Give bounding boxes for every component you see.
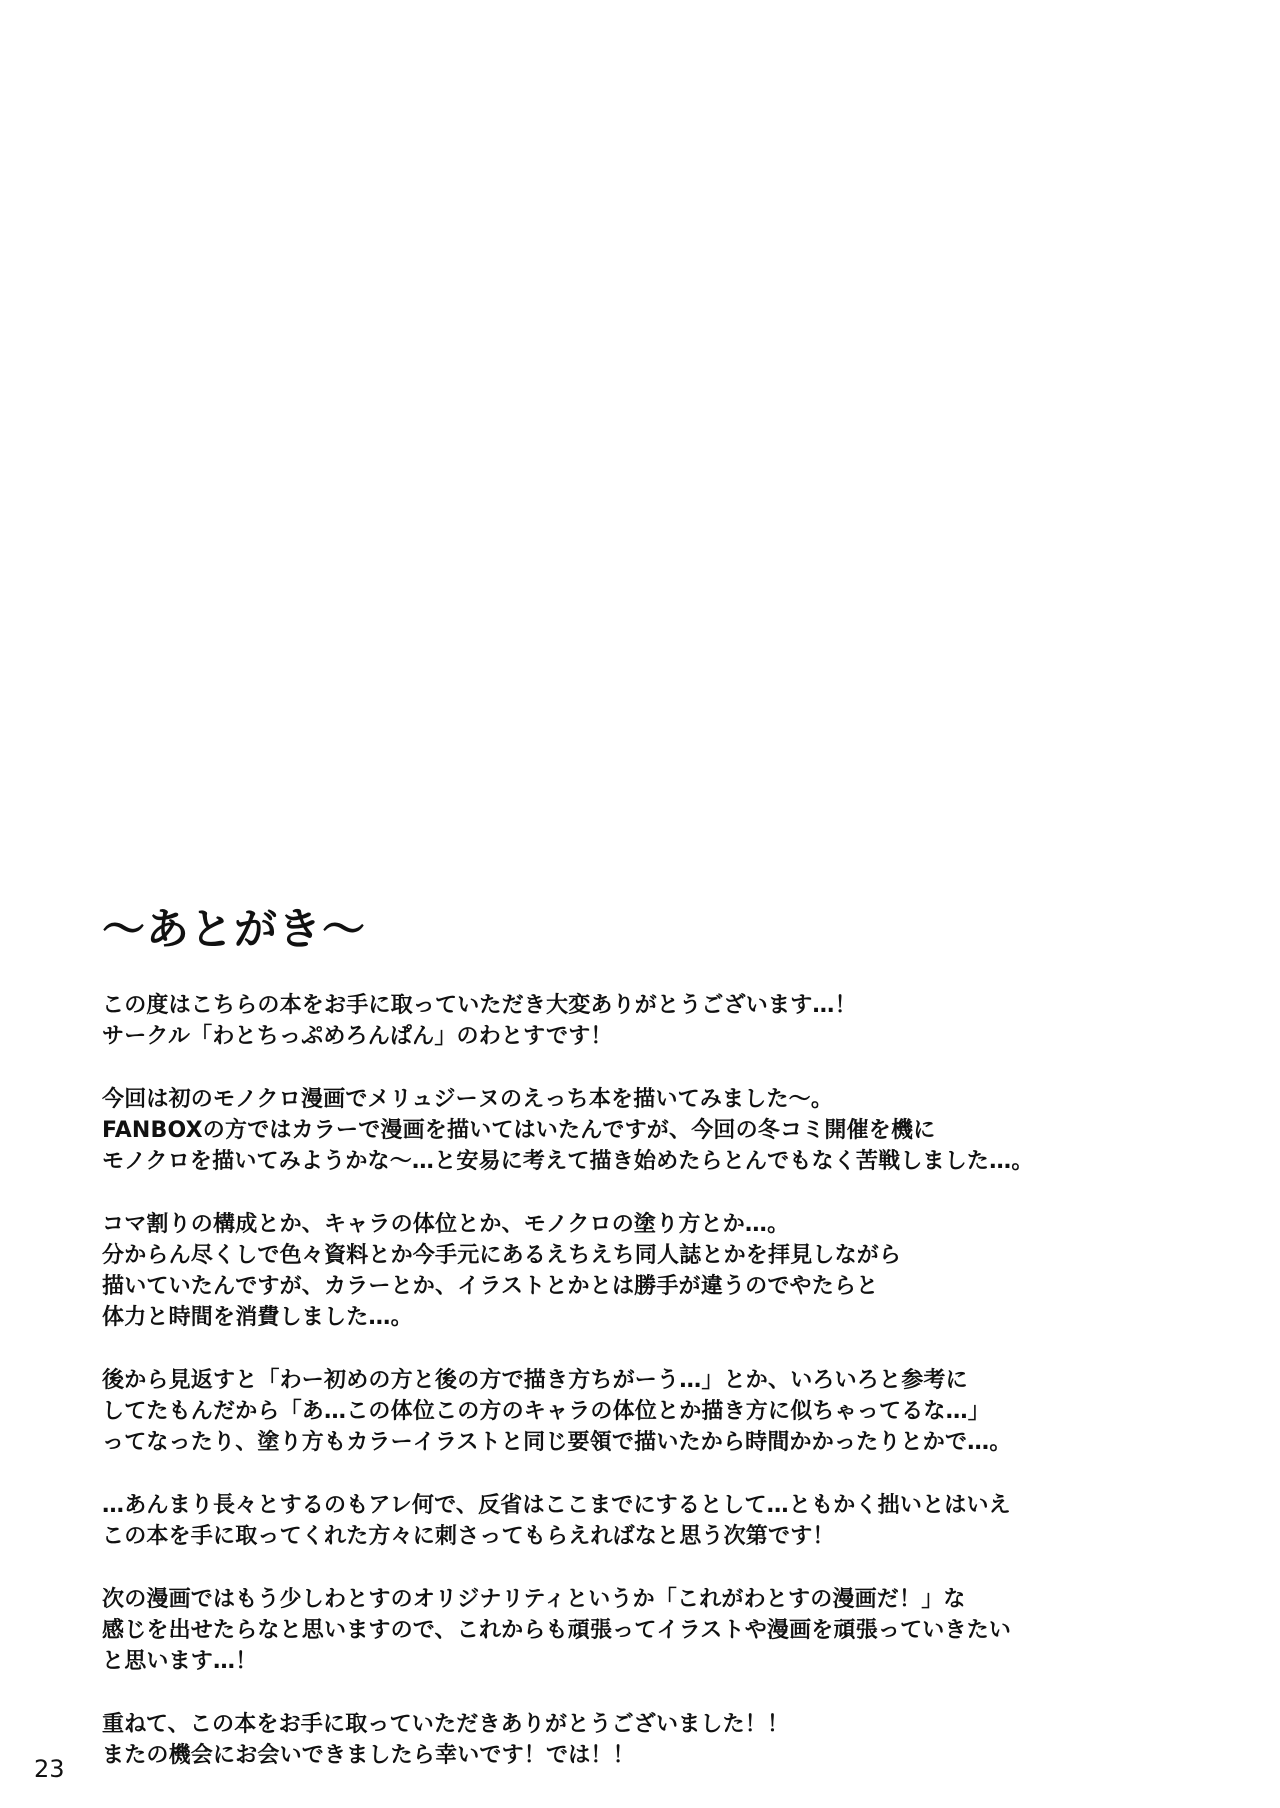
- text-line: 重ねて、この本をお手に取っていただきありがとうございました！！: [102, 1712, 790, 1737]
- text-line: モノクロを描いてみようかな〜…と安易に考えて描き始めたらとんでもなく苦戦しました…。: [102, 1149, 1034, 1174]
- text-line: ってなったり、塗り方もカラーイラストと同じ要領で描いたから時間かかったりとかで…。: [102, 1430, 1012, 1455]
- page-number: 23: [34, 1755, 65, 1783]
- text-line: 分からん尽くしで色々資料とか今手元にあるえちえち同人誌とかを拝見しながら: [102, 1243, 902, 1268]
- text-line: 後から見返すと「わー初めの方と後の方で描き方ちがーう…」とか、いろいろと参考に: [102, 1368, 968, 1393]
- text-line: 描いていたんですが、カラーとか、イラストとかとは勝手が違うのでやたらと: [102, 1274, 879, 1299]
- text-line: 体力と時間を消費しました…。: [102, 1305, 413, 1330]
- text-line: 今回は初のモノクロ漫画でメリュジーヌのえっち本を描いてみました〜。: [102, 1087, 834, 1112]
- paragraph: [102, 1084, 1192, 1177]
- text-line: またの機会にお会いできましたら幸いです！では！！: [102, 1743, 635, 1768]
- text-line: 次の漫画ではもう少しわとすのオリジナリティというか「これがわとすの漫画だ！」な: [102, 1587, 966, 1612]
- text-line: サークル「わとちっぷめろんぱん」のわとすです！: [102, 1024, 613, 1049]
- text-line: 感じを出せたらなと思いますので、これからも頑張ってイラストや漫画を頑張っていきたい: [102, 1618, 1012, 1643]
- text-line: してたもんだから「あ…この体位この方のキャラの体位とか描き方に似ちゃってるな…」: [102, 1399, 991, 1424]
- afterword-body: [102, 990, 1192, 1803]
- text-line: FANBOXの方ではカラーで漫画を描いてはいたんですが、今回の冬コミ開催を機に: [102, 1118, 936, 1143]
- text-line: この度はこちらの本をお手に取っていただき大変ありがとうございます…！: [102, 993, 857, 1018]
- paragraph: [102, 990, 1192, 1052]
- paragraph: [102, 1584, 1192, 1677]
- page-title: 〜あとがき〜: [102, 905, 366, 955]
- text-line: …あんまり長々とするのもアレ何で、反省はここまでにするとして…ともかく拙いとはいえ: [102, 1493, 1011, 1518]
- paragraph: [102, 1490, 1192, 1552]
- text-line: この本を手に取ってくれた方々に刺さってもらえればなと思う次第です！: [102, 1524, 835, 1549]
- paragraph: [102, 1365, 1192, 1458]
- text-line: と思います…！: [102, 1649, 258, 1674]
- paragraph: [102, 1209, 1192, 1333]
- text-line: コマ割りの構成とか、キャラの体位とか、モノクロの塗り方とか…。: [102, 1212, 790, 1237]
- paragraph: [102, 1709, 1192, 1771]
